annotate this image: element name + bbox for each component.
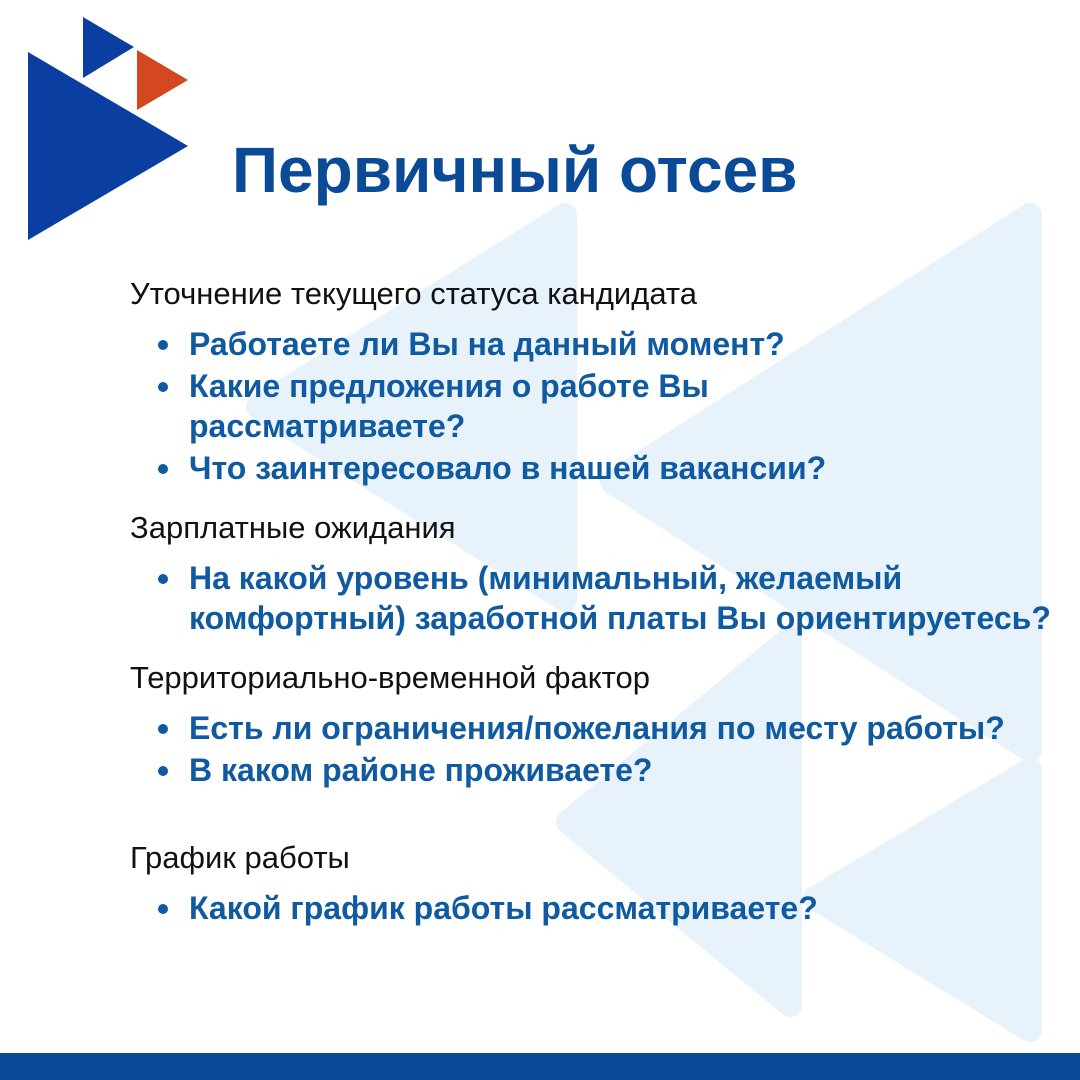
- question-item: На какой уровень (минимальный, желаемый комфортный) заработной платы Вы ориентируетесь?: [130, 558, 1080, 638]
- question-list: [130, 324, 1030, 488]
- logo-small-red-triangle: [137, 50, 188, 110]
- question-list: [130, 708, 1030, 790]
- bullet-dot-icon: [158, 766, 168, 776]
- section-work-schedule: [130, 838, 1030, 928]
- section-heading: Уточнение текущего статуса кандидата: [130, 276, 697, 311]
- question-item: Что заинтересовало в нашей вакансии?: [130, 448, 1009, 488]
- question-item: Какой график работы рассматриваете?: [130, 888, 1039, 928]
- brand-logo: [0, 0, 200, 250]
- logo-small-blue-triangle: [83, 17, 134, 78]
- bullet-dot-icon: [158, 340, 168, 350]
- bullet-dot-icon: [158, 464, 168, 474]
- section-heading: Зарплатные ожидания: [130, 510, 456, 545]
- question-item: Есть ли ограничения/пожелания по месту работы?: [130, 708, 1039, 748]
- bullet-dot-icon: [158, 724, 168, 734]
- bullet-dot-icon: [158, 382, 168, 392]
- question-item: Работаете ли Вы на данный момент?: [130, 324, 889, 364]
- section-heading: График работы: [130, 840, 350, 875]
- bullet-dot-icon: [158, 574, 168, 584]
- footer-bar: [0, 1053, 1080, 1080]
- question-list: [130, 558, 1051, 638]
- section-candidate-status: [130, 274, 1030, 488]
- section-salary-expectations: [130, 508, 1051, 638]
- bullet-dot-icon: [158, 904, 168, 914]
- question-item: Какие предложения о работе Вы рассматриваете?: [130, 366, 889, 446]
- section-heading: Территориально-временной фактор: [130, 660, 650, 695]
- content-area: [130, 274, 1051, 930]
- question-item: В каком районе проживаете?: [130, 750, 1039, 790]
- section-territory-time: [130, 658, 1030, 790]
- page-title: Первичный отсев: [232, 134, 798, 206]
- question-list: [130, 888, 1030, 928]
